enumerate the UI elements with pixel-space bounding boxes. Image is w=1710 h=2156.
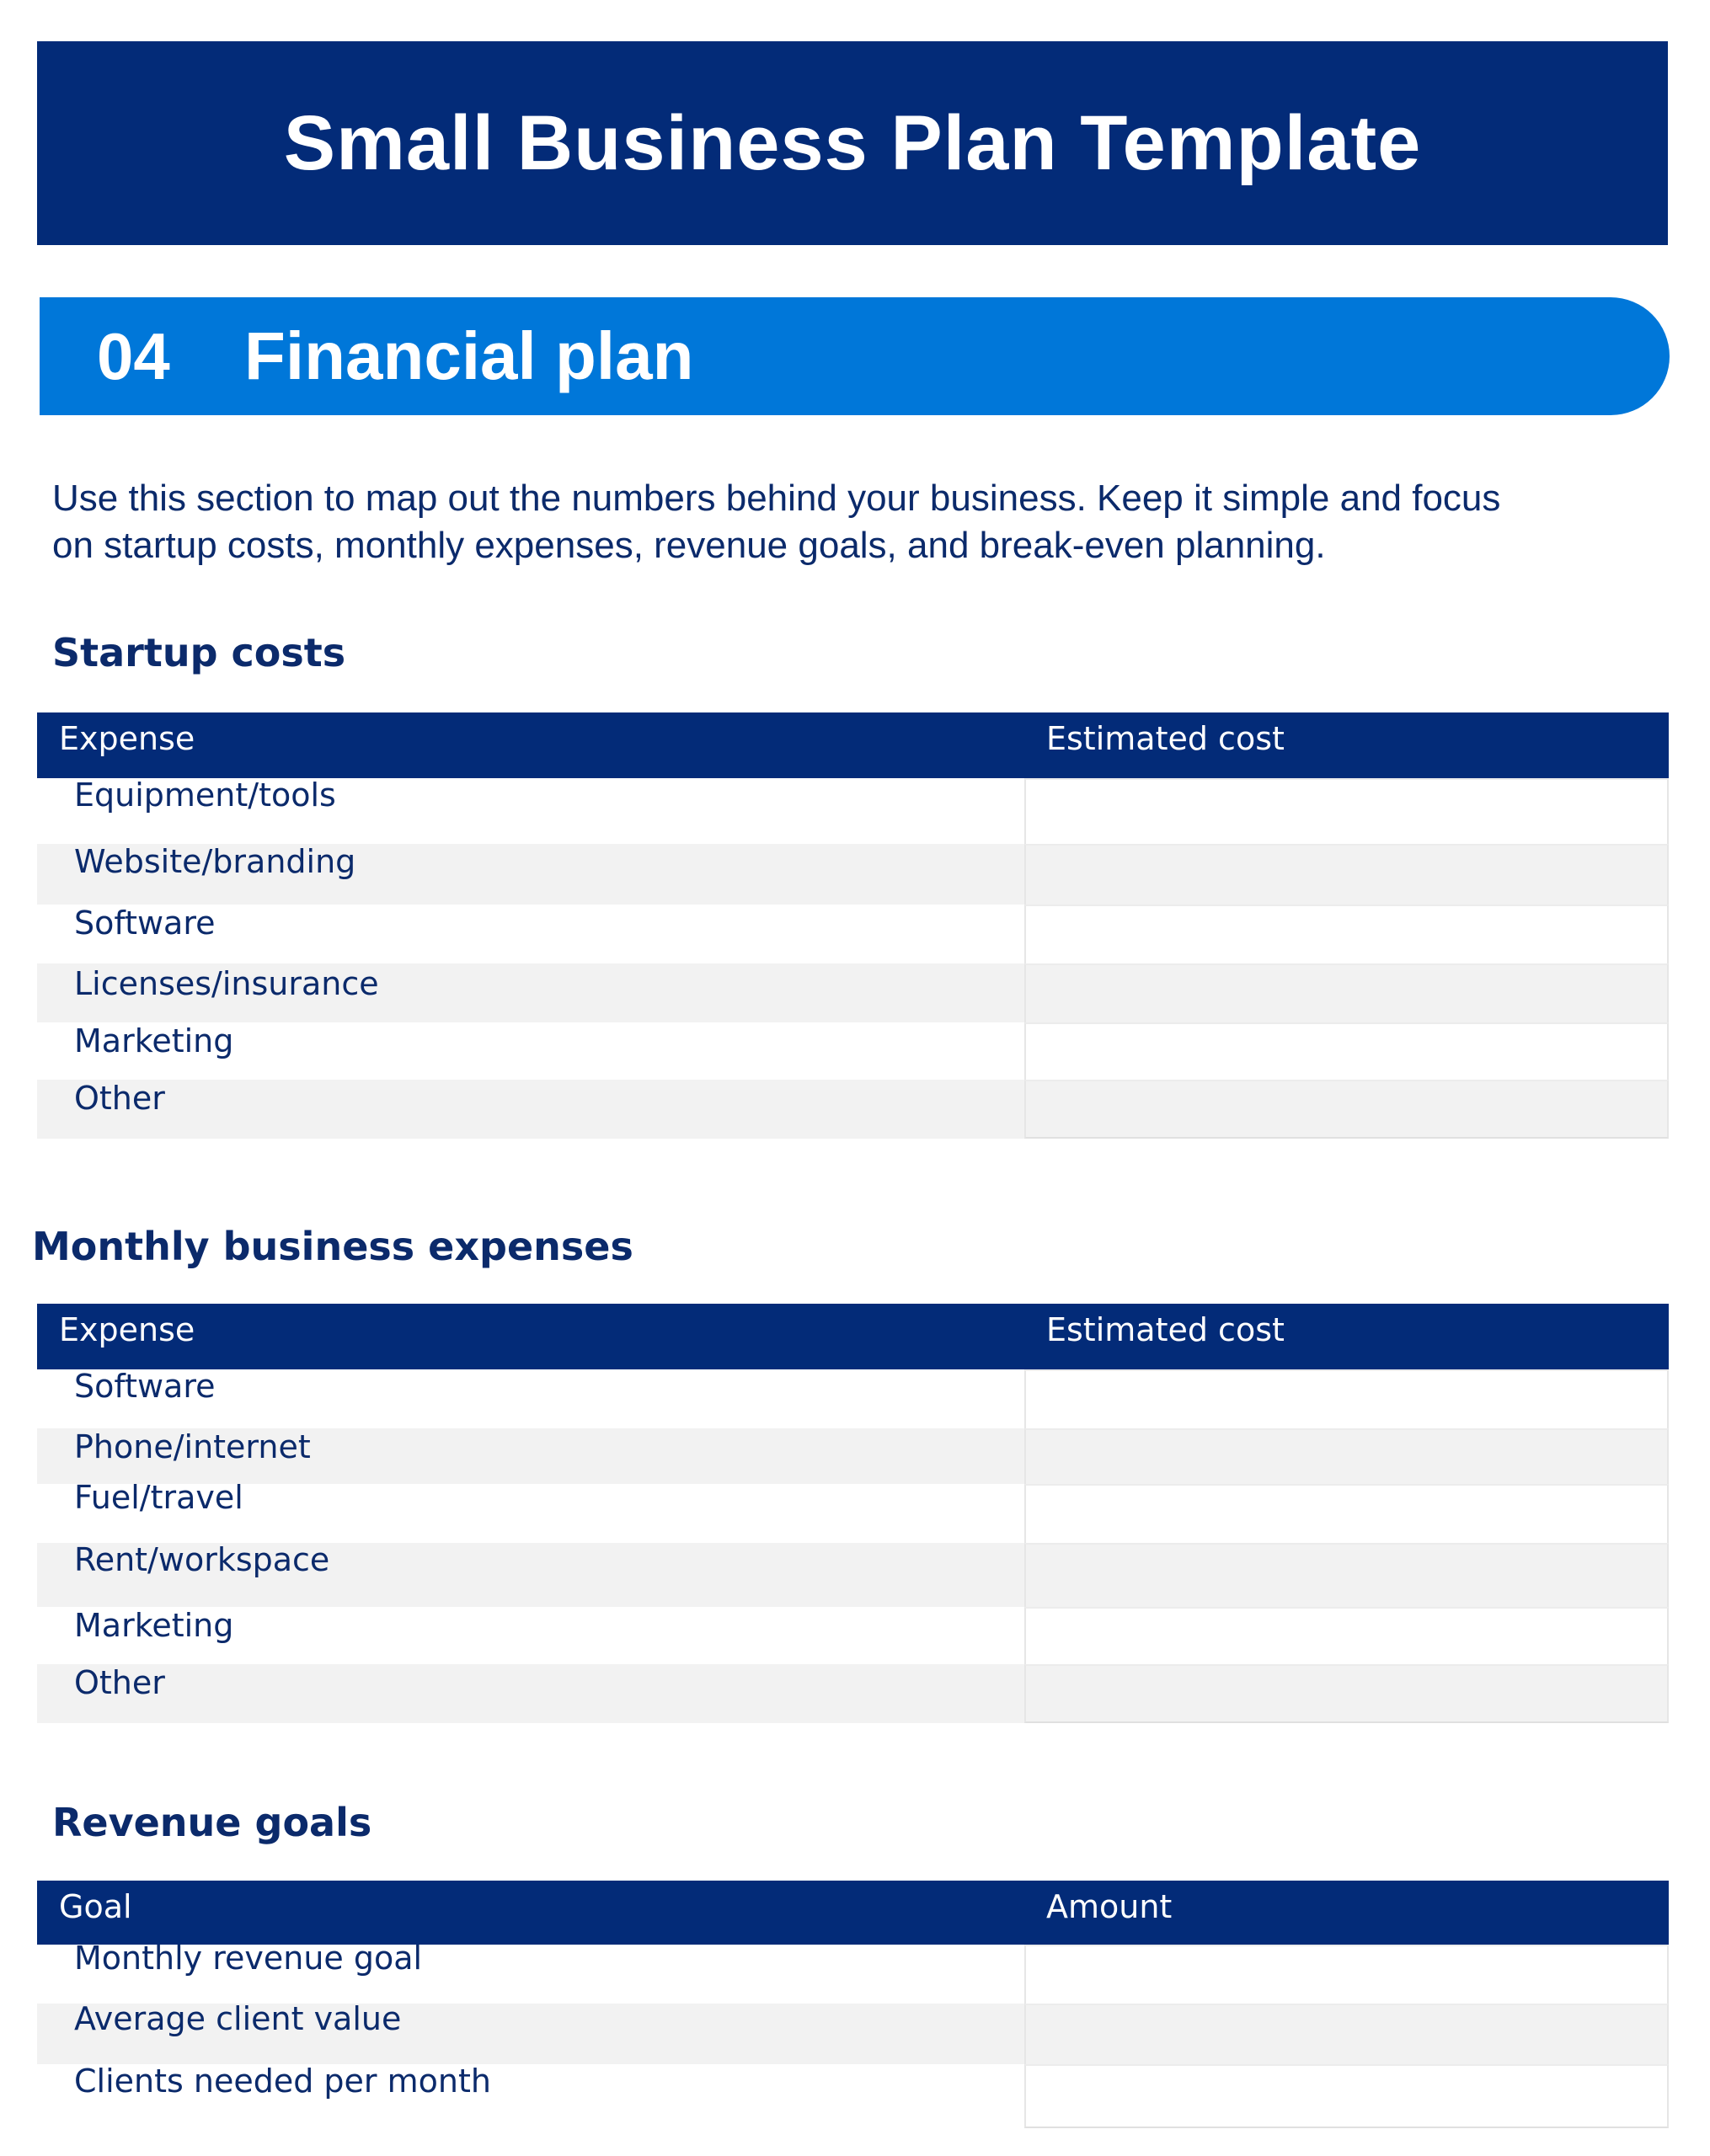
table-header [37,712,1669,778]
table-row [37,778,1669,844]
row-label: Software [74,1368,216,1405]
table-row [37,905,1669,963]
revenue-goals-heading: Revenue goals [52,1800,372,1845]
amount-cell[interactable] [1024,2064,1669,2128]
table-row [37,1369,1669,1428]
document-title: Small Business Plan Template [283,99,1422,186]
estimated-cost-cell[interactable] [1024,1428,1669,1484]
table-row [37,1664,1669,1723]
table-row [37,1022,1669,1080]
row-label: Licenses/insurance [74,965,379,1002]
column-header-goal: Goal [59,1888,132,1925]
amount-cell[interactable] [1024,1945,1669,2004]
estimated-cost-cell[interactable] [1024,1664,1669,1723]
table-row [37,1607,1669,1664]
column-header-amount: Amount [1046,1888,1173,1925]
table-row [37,1543,1669,1607]
estimated-cost-cell[interactable] [1024,778,1669,844]
row-label: Website/branding [74,843,356,880]
row-label: Other [74,1664,165,1701]
row-label: Clients needed per month [74,2063,491,2100]
row-label: Marketing [74,1022,234,1059]
table-row [37,1940,1669,2004]
amount-cell[interactable] [1024,2004,1669,2064]
table-row [37,844,1669,905]
estimated-cost-cell[interactable] [1024,844,1669,905]
row-label: Equipment/tools [74,776,336,814]
estimated-cost-cell[interactable] [1024,1543,1669,1607]
intro-line-2: on startup costs, monthly expenses, revenue goals, and break-even planning. [52,525,1326,566]
estimated-cost-cell[interactable] [1024,905,1669,963]
revenue-goals-table [37,1881,1669,2128]
table-header [37,1304,1669,1369]
estimated-cost-cell[interactable] [1024,1022,1669,1080]
section-header [40,297,1670,415]
column-header-estimated-cost: Estimated cost [1046,1311,1285,1348]
estimated-cost-cell[interactable] [1024,1484,1669,1543]
table-row [37,1479,1669,1543]
title-banner [37,41,1668,245]
column-header-expense: Expense [59,720,195,757]
intro-line-1: Use this section to map out the numbers behind your business. Keep it simple and focus [52,478,1501,519]
row-label: Other [74,1080,165,1117]
estimated-cost-cell[interactable] [1024,1607,1669,1664]
table-row [37,2000,1669,2064]
table-row [37,1080,1669,1139]
estimated-cost-cell[interactable] [1024,1369,1669,1428]
row-label: Average client value [74,2000,402,2037]
monthly-expenses-heading: Monthly business expenses [32,1224,633,1269]
column-header-expense: Expense [59,1311,195,1348]
column-header-estimated-cost: Estimated cost [1046,720,1285,757]
table-header [37,1881,1669,1945]
startup-costs-table [37,712,1669,1139]
estimated-cost-cell[interactable] [1024,1080,1669,1139]
table-row [37,963,1669,1022]
estimated-cost-cell[interactable] [1024,963,1669,1022]
row-label: Software [74,905,216,942]
section-title: Financial plan [244,318,694,393]
table-row [37,2064,1669,2128]
monthly-expenses-table [37,1304,1669,1723]
table-row [37,1428,1669,1484]
row-label: Rent/workspace [74,1541,330,1578]
section-number: 04 [97,318,170,393]
row-label: Phone/internet [74,1428,311,1465]
intro-text [52,475,1619,569]
row-label: Fuel/travel [74,1479,243,1516]
startup-costs-heading: Startup costs [52,630,346,675]
row-label: Monthly revenue goal [74,1940,423,1977]
row-label: Marketing [74,1607,234,1644]
